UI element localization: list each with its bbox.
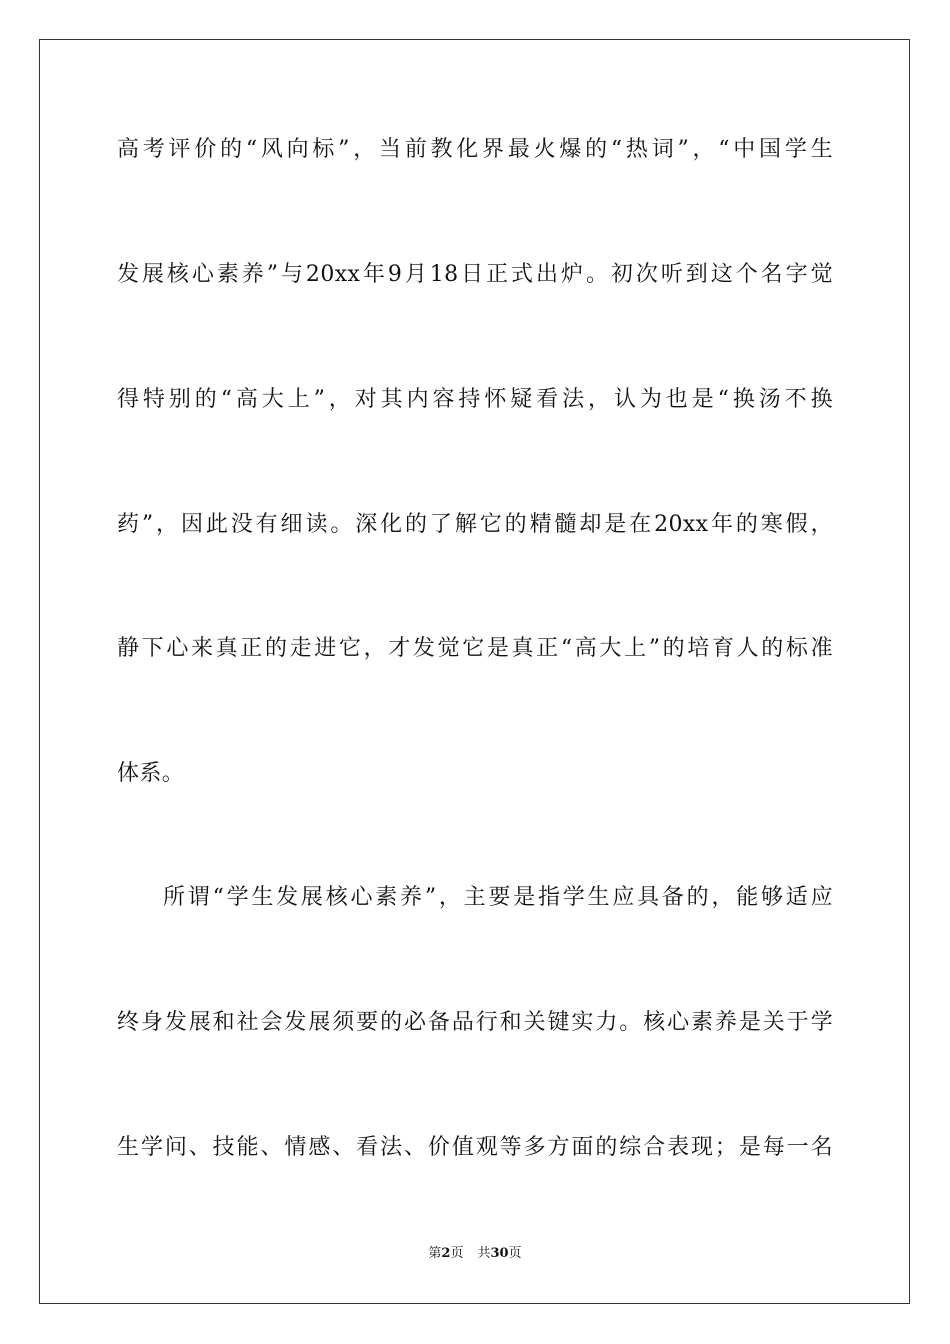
total-prefix: 共 xyxy=(477,1246,491,1261)
body-line-6: 体系。 xyxy=(117,761,185,786)
page-footer xyxy=(0,1245,950,1263)
page-border xyxy=(39,39,910,1304)
paragraph-2-line-1: 所谓“学生发展核心素养”，主要是指学生应具备的，能够适应 xyxy=(163,885,833,910)
total-pages: 30 xyxy=(490,1246,509,1261)
page-suffix: 页 xyxy=(450,1246,464,1261)
body-line-4: 药”，因此没有细读。深化的了解它的精髓却是在20xx年的寒假， xyxy=(117,512,833,537)
page-number: 2 xyxy=(441,1246,451,1261)
total-suffix: 页 xyxy=(508,1246,522,1261)
body-line-3: 得特别的“高大上”，对其内容持怀疑看法，认为也是“换汤不换 xyxy=(117,387,833,412)
paragraph-2-line-3: 生学问、技能、情感、看法、价值观等多方面的综合表现；是每一名 xyxy=(117,1135,833,1160)
paragraph-2-line-2: 终身发展和社会发展须要的必备品行和关键实力。核心素养是关于学 xyxy=(117,1010,833,1035)
body-line-1: 高考评价的“风向标”，当前教化界最火爆的“热词”，“中国学生 xyxy=(117,137,833,162)
page-prefix: 第 xyxy=(428,1246,442,1261)
body-line-5: 静下心来真正的走进它，才发觉它是真正“高大上”的培育人的标准 xyxy=(117,636,833,661)
body-line-2: 发展核心素养”与20xx年9月18日正式出炉。初次听到这个名字觉 xyxy=(117,262,833,287)
